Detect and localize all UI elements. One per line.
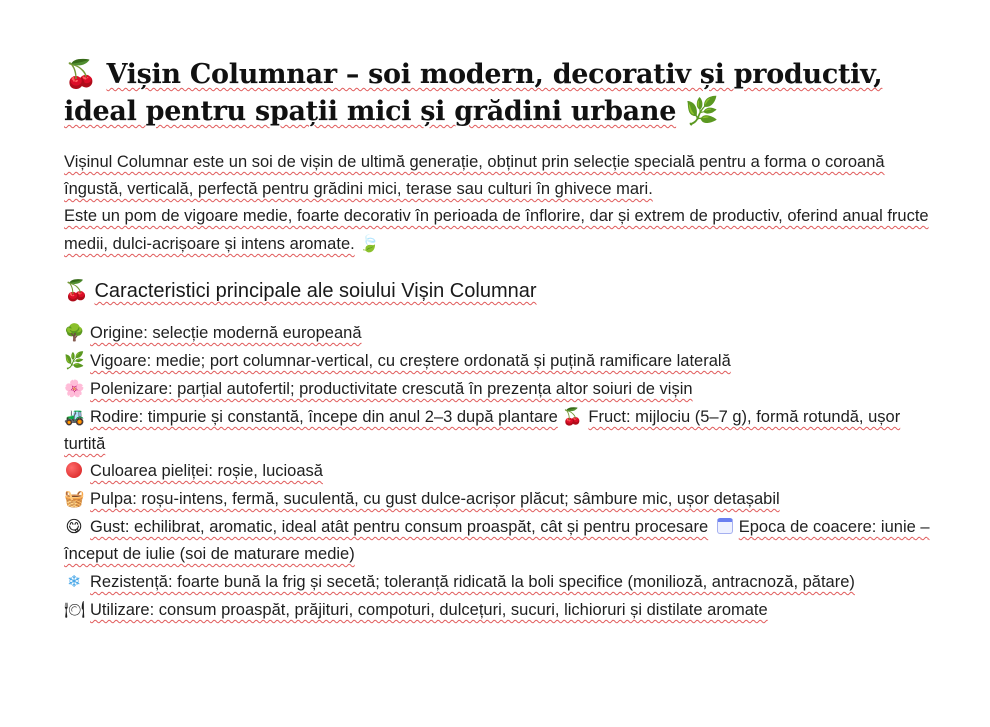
title-text: Vișin Columnar – soi modern, decorativ și productiv, ideal pentru spații mici și grădini urbane: [64, 59, 883, 127]
herb-icon: 🌿: [685, 96, 719, 127]
list-item: 😋 Gust: echilibrat, aromatic, ideal atât pentru consum proaspăt, cât și pentru procesare Epoca de coacere: iunie – început de iulie (soi de maturare medie): [64, 513, 934, 568]
list-item: 🍽 Utilizare: consum proaspăt, prăjituri, compoturi, dulcețuri, sucuri, lichioruri și distilate aromate: [64, 596, 934, 624]
document-title: [64, 56, 934, 130]
section-heading-text: Caracteristici principale ale soiului Vișin Columnar: [94, 280, 537, 302]
list-item: 🧺 Pulpa: roșu-intens, fermă, suculentă, cu gust dulce-acrișor plăcut; sâmbure mic, ușor detașabil: [64, 485, 934, 513]
intro-paragraph-1: Vișinul Columnar este un soi de vișin de ultimă generație, obținut prin selecție specială pentru a forma o coroană îngustă, verticală, perfectă pentru grădini mici, terase sau culturi în ghivece mari.: [64, 153, 885, 198]
snowflake-icon: ❄: [67, 572, 81, 591]
intro-paragraph-2: Este un pom de vigoare medie, foarte decorativ în perioada de înflorire, dar și extrem de productiv, oferind anual fructe medii, dulci-acrișoare și intens aromate. 🍃: [64, 203, 934, 258]
basket-icon: 🧺: [64, 489, 85, 508]
section-heading: [64, 275, 934, 306]
list-item: ❄ Rezistență: foarte bună la frig și secetă; toleranță ridicată la boli specifice (monilioză, antracnoză, pătare): [64, 568, 934, 596]
plate-icon: 🍽: [64, 600, 85, 619]
cherry-icon: 🍒: [64, 59, 98, 90]
list-item: 🌸 Polenizare: parțial autofertil; productivitate crescută în prezența altor soiuri de vișin: [64, 375, 934, 403]
list-item: 🌿 Vigoare: medie; port columnar-vertical, cu creștere ordonată și puțină ramificare laterală: [64, 347, 934, 375]
list-item: Culoarea pieliței: roșie, lucioasă: [64, 458, 934, 485]
leaf-icon: 🍃: [359, 234, 380, 253]
tractor-icon: 🚜: [64, 407, 85, 426]
feature-list: [64, 319, 934, 624]
intro-block: [64, 149, 934, 258]
yum-face-icon: 😋: [65, 517, 83, 536]
cherry-icon: 🍒: [562, 407, 583, 426]
list-item: 🚜 Rodire: timpurie și constantă, începe din anul 2–3 după plantare 🍒 Fruct: mijlociu (5–7 g), formă rotundă, ușor turtită: [64, 403, 934, 458]
blossom-icon: 🌸: [64, 379, 85, 398]
document-page: [64, 56, 934, 624]
list-item: 🌳 Origine: selecție modernă europeană: [64, 319, 934, 347]
tree-icon: 🌳: [64, 323, 85, 342]
herb-icon: 🌿: [64, 351, 85, 370]
calendar-icon: [717, 518, 733, 534]
cherry-icon: 🍒: [64, 278, 89, 302]
red-circle-icon: [66, 462, 82, 478]
